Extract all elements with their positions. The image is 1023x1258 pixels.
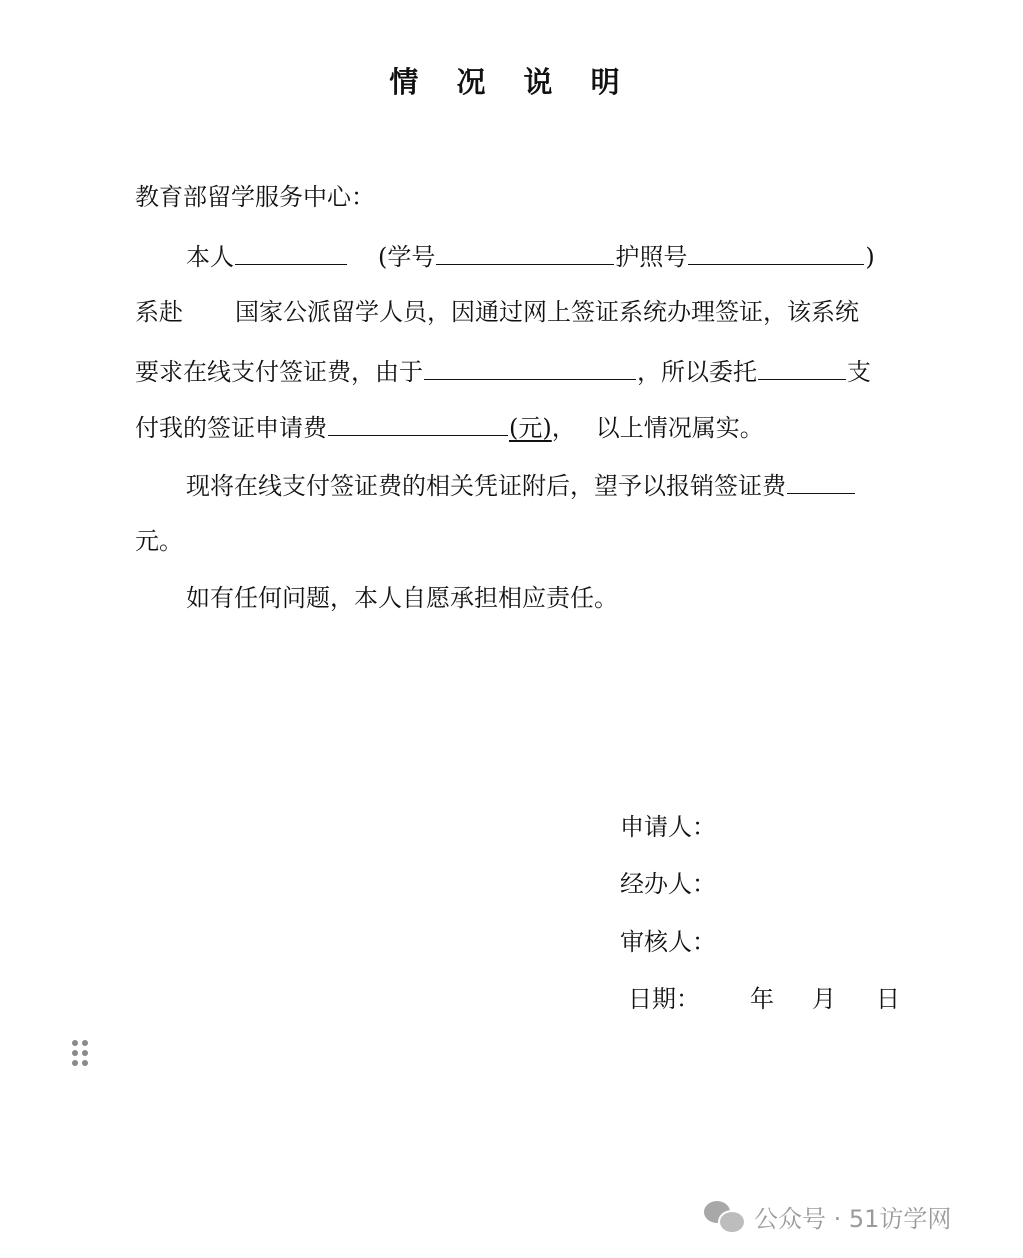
text-yuan-end: 元。 <box>135 527 183 555</box>
text-comma: ， <box>551 414 576 442</box>
text-true: 以上情况属实。 <box>595 414 764 442</box>
handler-line <box>620 867 716 901</box>
fee-blank[interactable] <box>328 409 508 436</box>
paragraph-2 <box>135 295 859 329</box>
text-student-id: (学号 <box>378 243 436 271</box>
day-label: 日 <box>876 985 900 1013</box>
text-pay: 支 <box>847 358 871 386</box>
wechat-icon <box>704 1199 744 1233</box>
text-yuan: (元) <box>509 414 552 442</box>
year-label: 年 <box>750 985 774 1013</box>
watermark-text: 公众号 · 51访学网 <box>754 1204 952 1233</box>
text-entrust: ，所以委托 <box>637 358 757 386</box>
paragraph-5 <box>186 467 856 503</box>
text-reason: 国家公派留学人员，因通过网上签证系统办理签证，该系统 <box>235 298 859 326</box>
reviewer-label: 审核人： <box>620 928 716 956</box>
paragraph-4 <box>135 409 764 445</box>
handler-label: 经办人： <box>620 870 716 898</box>
name-blank[interactable] <box>235 238 347 265</box>
entrusted-blank[interactable] <box>758 353 846 380</box>
student-id-blank[interactable] <box>436 238 614 265</box>
text-self: 本人 <box>186 243 234 271</box>
document-title: 情 况 说 明 <box>389 65 634 99</box>
text-close-paren: ) <box>865 243 875 271</box>
applicant-line <box>620 810 716 844</box>
text-visa-fee: 付我的签证申请费 <box>135 414 327 442</box>
text-responsibility: 如有任何问题，本人自愿承担相应责任。 <box>186 584 618 612</box>
paragraph-5-cont <box>135 524 183 558</box>
date-label: 日期： <box>628 985 700 1013</box>
applicant-label: 申请人： <box>620 813 716 841</box>
reason-blank[interactable] <box>424 353 636 380</box>
passport-blank[interactable] <box>688 238 864 265</box>
addressee: 教育部留学服务中心： <box>135 183 375 211</box>
date-line <box>628 982 900 1016</box>
reviewer-line <box>620 925 716 959</box>
text-require-pay: 要求在线支付签证费，由于 <box>135 358 423 386</box>
paragraph-6 <box>186 581 618 615</box>
addressee-line <box>135 180 375 214</box>
paragraph-3 <box>135 353 871 389</box>
text-going-to: 系赴 <box>135 298 183 326</box>
paragraph-1 <box>186 238 875 274</box>
drag-handle-icon[interactable] <box>72 1040 90 1068</box>
month-label: 月 <box>812 985 836 1013</box>
watermark <box>704 1196 951 1236</box>
reimburse-blank[interactable] <box>787 467 855 494</box>
text-reimburse: 现将在线支付签证费的相关凭证附后，望予以报销签证费 <box>186 472 786 500</box>
text-passport: 护照号 <box>615 243 688 271</box>
